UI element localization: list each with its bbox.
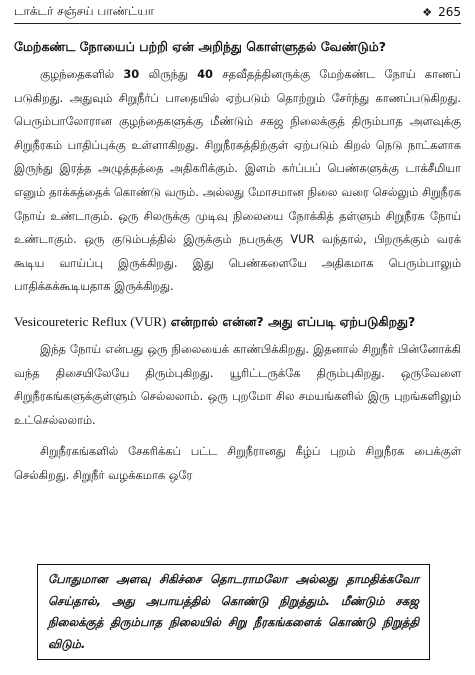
running-title: டாக்டர் சஞ்சய் பாண்ட்யா [14,4,154,18]
paragraph-1: குழந்தைகளில் 30 லிருந்து 40 சதவீதத்தினருக்கு மேற்கண்ட நோய் காணப் படுகிறது. அதுவும் சிறுநீர்ப் பாதையில் ஏற்படும் தொற்றும் சேர்ந்து காணப்படுகிறது. பெரும்பாலோரான குழந்தைகளுக்கு மீண்டும் சகஜ நிலைக்குத் திரும்பாத அளவுக்கு சிறுநீரகம் பாதிப்புக்கு உள்ளாகிறது. சிறுநீரகத்திற்குள் ஏற்படும் கிறல் நெடு நாட்களாக இருந்து இரத்த அழுத்தத்தை அதிகரிக்கும். இளம் கர்ப்பப் பெண்களுக்கு டாக்சீமியா எனும் தாக்கத்தைக் கொண்டு வரும். அல்லது மோசமான நிலை வரை செல்லும் சிறுநீரக நோய் உண்டாகும். ஒரு சிலருக்கு முடிவு நிலையை நோக்கித் தள்ளும் சிறுநீரக நோய் உண்டாகும். ஒரு குடும்பத்தில் இருக்கும் நபருக்கு VUR வந்தால், பிறருக்கும் வரக் கூடிய வாய்ப்பு இருக்கிறது. இது பெண்களையே அதிகமாக பெரும்பாலும் பாதிக்கக்கூடியதாக இருக்கிறது. [14,67,462,294]
question-heading-2: Vesicoureteric Reflux (VUR) என்றால் என்ன? அது எப்படி ஏற்படுகிறது? [14,313,416,329]
question-heading-1: மேற்கண்ட நோயைப் பற்றி ஏன் அறிந்து கொள்ளுதல் வேண்டும்? [14,39,386,54]
page-number: 265 [438,5,461,19]
number-40: 40 [197,67,213,81]
callout-box [37,564,430,660]
paragraph-3: சிறுநீரகங்களில் சேகரிக்கப் பட்ட சிறுநீரானது கீழ்ப் புறம் சிறுநீரக பைக்குள் செல்கிறது. சிறுநீர் வழக்கமாக ஒரே [14,444,461,482]
paragraph-2: இந்த நோய் என்பது ஒரு நிலையைக் காண்பிக்கிறது. இதனால் சிறுநீர் பின்னோக்கி வந்த திசையிலேயே திரும்புகிறது. யூரிட்டருக்கே திரும்புகிறது. ஒருவேளை சிறுநீரகங்களுக்குள்ளும் செல்லலாம். ஒரு புறமோ சில சமயங்களில் இரு புறங்களிலும் உட்செல்லலாம். [14,341,461,427]
diamond-ornament-icon: ❖ [422,5,433,19]
number-30: 30 [123,67,140,81]
header-rule [14,23,461,24]
callout-text: போதுமான அளவு சிகிச்சை தொடராமலோ அல்லது தாமதிக்கவோ செய்தால், அது அபாயத்தில் கொண்டு நிறுத்தும். மீண்டும் சகஜ நிலைக்குத் திரும்பாத நிலையில் சிறு நீரகங்களைக் கொண்டு நிறுத்தி விடும். [48,572,419,651]
page-number-group [422,5,461,19]
running-header [14,0,461,22]
question-latin-term: Vesicoureteric Reflux (VUR) [14,313,167,329]
